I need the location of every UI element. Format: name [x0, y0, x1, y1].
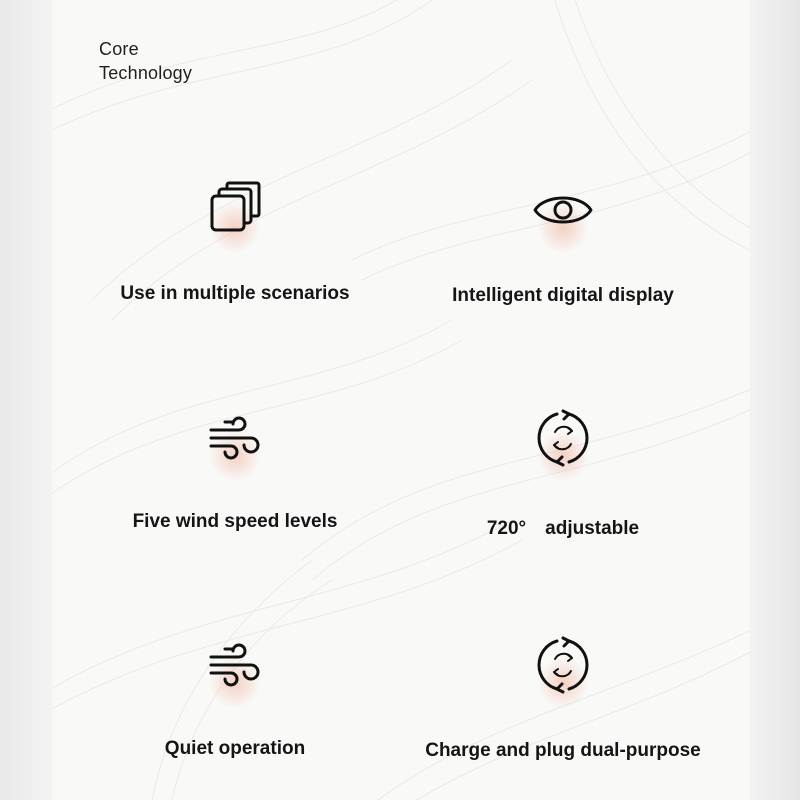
feature-label: Charge and plug dual-purpose: [425, 740, 701, 761]
section-title-line2: Technology: [99, 63, 193, 83]
feature-icon-wrap: [190, 175, 280, 255]
eye-icon: [533, 180, 593, 240]
feature-icon-wrap: [190, 630, 280, 710]
feature-panel: [52, 0, 750, 800]
section-title: [99, 37, 192, 85]
rotate-icon: [533, 408, 593, 468]
feature-label: Five wind speed levels: [132, 511, 338, 532]
left-margin: [0, 0, 52, 800]
feature-label: Quiet operation: [164, 738, 306, 759]
layers-icon: [205, 180, 265, 240]
feature-wind-speed: [85, 403, 385, 533]
feature-icon-wrap: [518, 630, 608, 710]
feature-digital-display: [413, 175, 713, 307]
section-title-line1: Core: [99, 39, 139, 59]
feature-label: Use in multiple scenarios: [120, 283, 350, 304]
feature-icon-wrap: [190, 403, 280, 483]
wind-icon: [205, 635, 265, 695]
feature-icon-wrap: [518, 175, 608, 255]
feature-quiet-operation: [85, 630, 385, 760]
right-margin: [750, 0, 800, 800]
feature-multiple-scenarios: [85, 175, 385, 305]
wind-icon: [205, 408, 265, 468]
feature-charge-and-plug: [413, 630, 713, 762]
feature-720-adjustable: [413, 403, 713, 540]
feature-label: Intelligent digital display: [452, 285, 674, 306]
feature-label: 720° adjustable: [486, 518, 640, 539]
rotate-icon: [533, 635, 593, 695]
feature-icon-wrap: [518, 403, 608, 483]
